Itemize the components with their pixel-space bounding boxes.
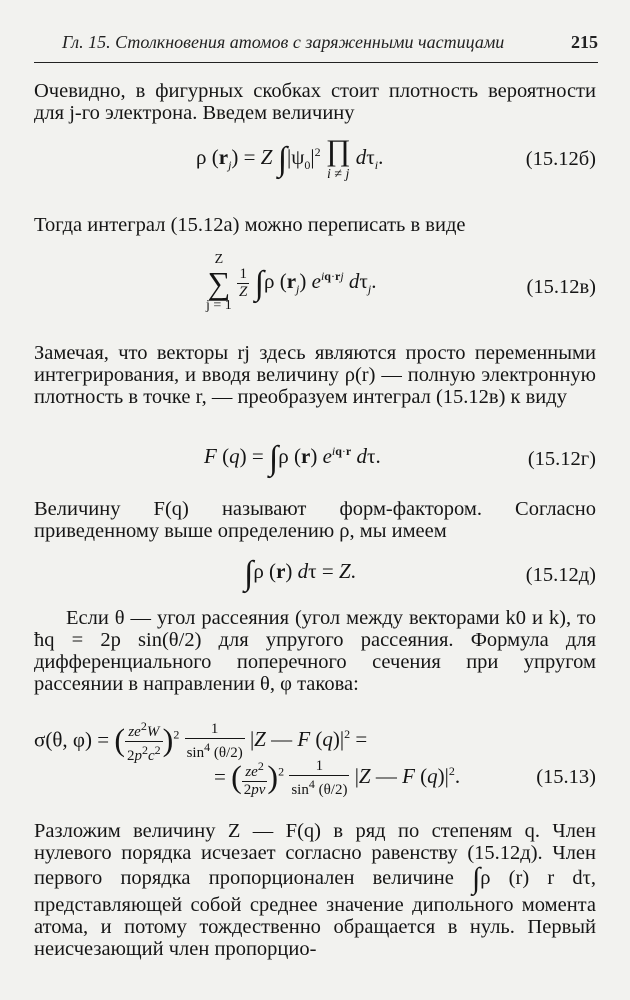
paragraph-6-start: Разложим величину Z — F(q) в ряд по степеням q. Член нулевого порядка исчезает согласно равенству (15.12д). Член первого порядка пропорционален величине [34,820,596,889]
equation-number-15-13: (15.13) [536,766,596,788]
running-header [62,32,598,53]
equation-15-12g: F (q) = ∫ρ (r) $e^{iq\cdot r}$ dτ. [204,440,381,477]
equation-15-12b: ρ $(r_j) = Z$ $\int|\psi_0|^2$ ∏ i ≠ j $d\tau_i$. [196,134,384,182]
paragraph-1: Очевидно, в фигурных скобках стоит плотность вероятности для j-го электрона. Введем величину [34,80,596,124]
equation-15-12d: ∫ρ (r) dτ = Z. [244,555,356,592]
paragraph-3: Замечая, что векторы rj здесь являются просто переменными интегрирования, и вводя величину ρ(r) — полную электронную плотность в точке r, — преобразуем интеграл (15.12в) к виду [34,342,596,408]
equation-number-15-12v: (15.12в) [526,276,596,298]
paragraph-2: Тогда интеграл (15.12а) можно переписать в виде [34,214,466,236]
equation-15-13-line-1: σ(θ, φ) = ( $\frac{ze^2W}{2p^2c^2}$ )$^2$ $\frac{1}{\sin^4 (\theta/2)}$ |Z — F $(q)|^2$ = [34,719,368,764]
equation-number-15-12b: (15.12б) [525,148,596,170]
paragraph-6: Разложим величину Z — F(q) в ряд по степеням q. Член нулевого порядка исчезает согласно равенству (15.12д). Член первого порядка пропорционален величине ∫ρ (r) r dτ, представляющей собой среднее значение дипольного момента атома, и потому тождественно обращается в нуль. Первый неисчезающий член пропорцио- [34,820,596,960]
equation-15-12v: Z ∑ j = 1 $\frac{1}{Z}$ ∫ρ $(r_j)$ $e^{iq\cdot rj}$ $d\tau_j$. [206,252,377,313]
paragraph-4: Величину F(q) называют форм-фактором. Согласно приведенному выше определению ρ, мы имеем [34,498,596,542]
paragraph-6-end: представляющей собой среднее значение дипольного момента атома, и потому тождественно обращается в нуль. Первый неисчезающий член пропорцио- [34,894,596,960]
paragraph-6-inline-formula: ρ (r) r dτ, [480,867,596,889]
running-title: Гл. 15. Столкновения атомов с заряженными частицами [62,32,505,52]
equation-number-15-12d: (15.12д) [525,564,596,586]
equation-15-13-line-2: = ( $\frac{ze^2}{2pv}$ )$^2$ $\frac{1}{\sin^4 (\theta/2)}$ |Z — F $(q)|^2$. [214,758,461,798]
header-rule [34,62,598,63]
page-number: 215 [571,32,598,52]
paragraph-5: Если θ — угол рассеяния (угол между векторами k0 и k), то ћq = 2p sin(θ/2) для упругого рассеяния. Формула для дифференциального поперечного сечения при упругом рассеянии в направлении θ, φ такова: [34,607,596,695]
equation-number-15-12g: (15.12г) [527,448,596,470]
